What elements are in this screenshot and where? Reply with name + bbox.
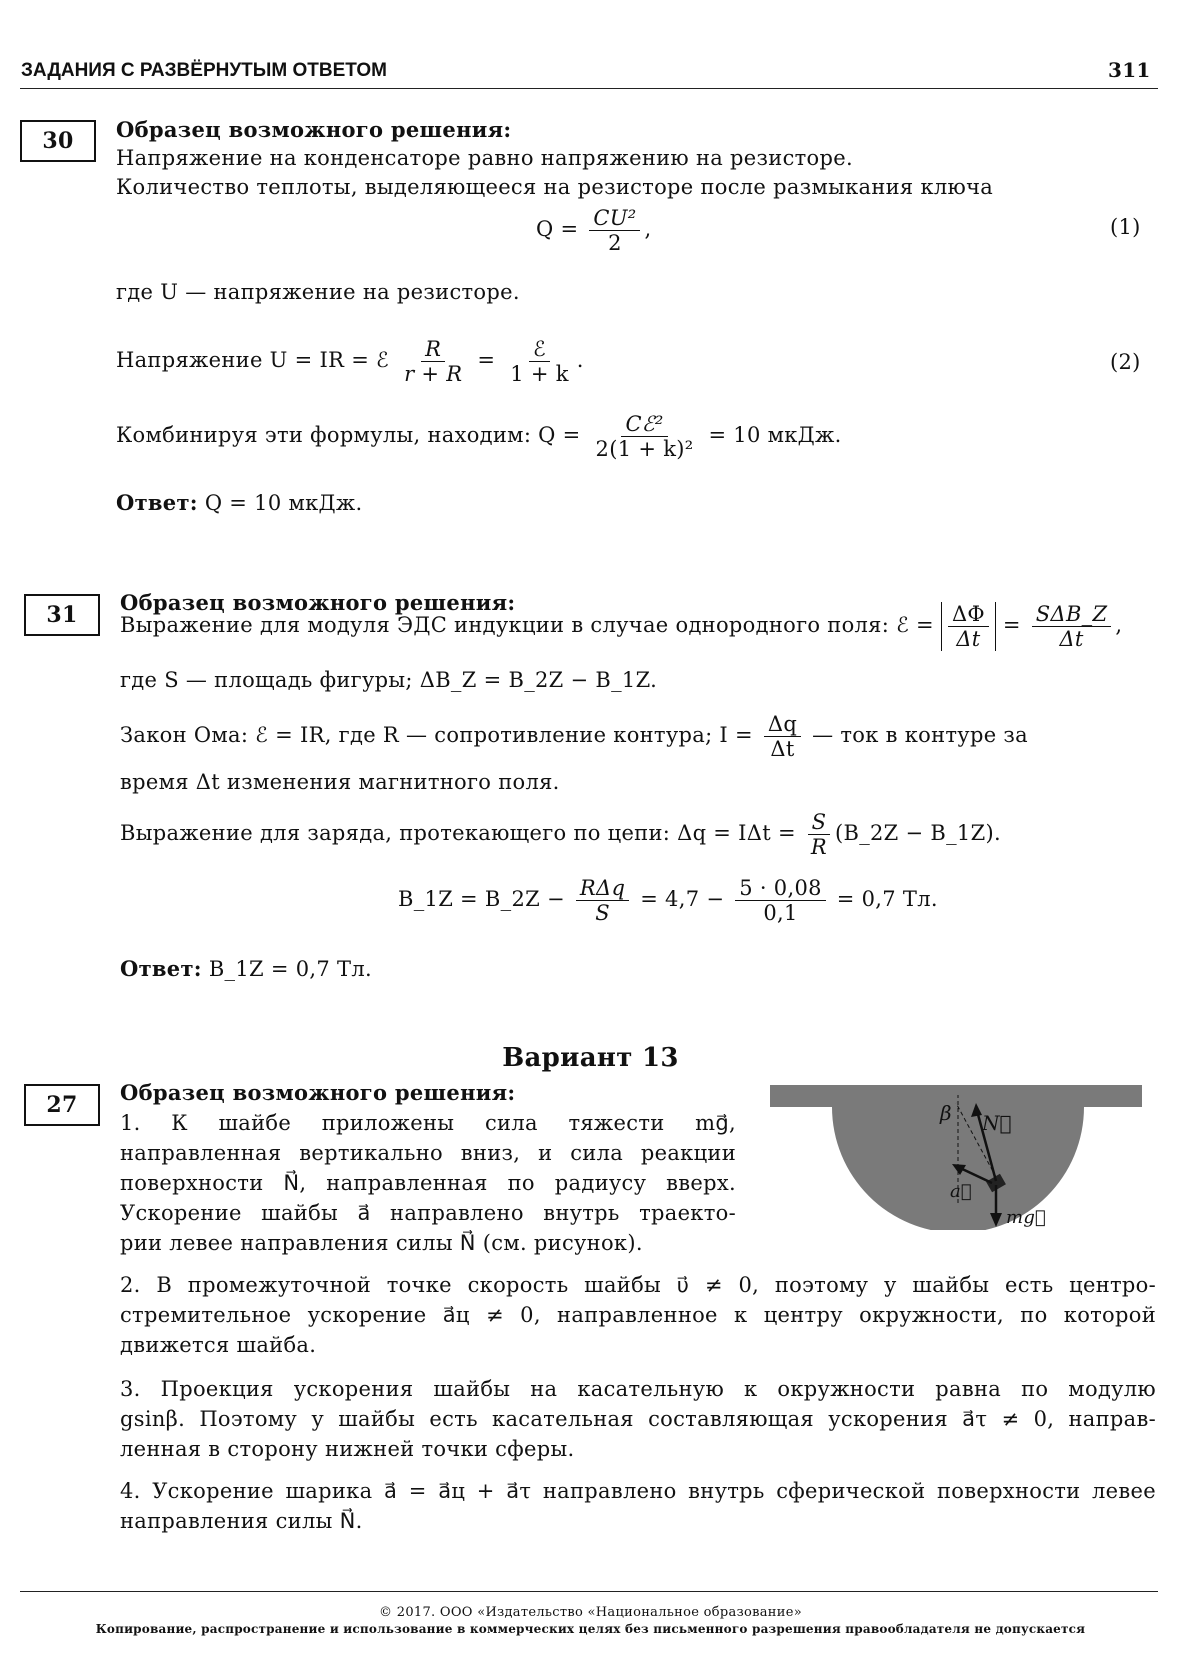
- task31-line1: Выражение для модуля ЭДС индукции в случае однородного поля: ℰ = $\frac{\Delta\Phi}{\Delta t}$ = $\frac{\text{SΔB\_Z}}{\Delta t}$ ,: [120, 602, 1123, 652]
- footer-rule: [20, 1591, 1158, 1592]
- eq1-lhs: Q =: [536, 217, 579, 242]
- task27-paragraph-1: [120, 1108, 736, 1258]
- task31-line4: время Δt изменения магнитного поля.: [120, 770, 560, 794]
- footer-copyright: © 2017. ООО «Издательство «Национальное образование»: [379, 1605, 802, 1620]
- p2-line: 2. В промежуточной точке скорость шайбы υ⃗ ≠ 0, поэтому у шайбы есть центро-: [120, 1273, 1156, 1297]
- p1-line: направленная вертикально вниз, и сила реакции: [120, 1141, 736, 1165]
- p1-line: Ускорение шайбы a⃗ направлено внутрь траекто-: [120, 1201, 736, 1225]
- eq1-label: (1): [1110, 215, 1141, 239]
- task31-line2: где S — площадь фигуры; ΔB_Z = B_2Z − B_1Z.: [120, 668, 658, 692]
- task-number-30: 30: [20, 120, 96, 162]
- task31-answer: Ответ: B_1Z = 0,7 Тл.: [120, 956, 372, 981]
- task-number-31: 31: [24, 594, 100, 636]
- task30-line3: где U — напряжение на резисторе.: [116, 280, 520, 304]
- p4-line: направления силы N⃗.: [120, 1509, 363, 1533]
- p1-line: рии левее направления силы N⃗ (см. рисунок).: [120, 1231, 643, 1255]
- task27-paragraph-3: [120, 1374, 1156, 1464]
- p1-line: поверхности N⃗, направленная по радиусу вверх.: [120, 1171, 736, 1195]
- a-label: a⃗: [950, 1181, 972, 1202]
- p2-line: стремительное ускорение a⃗ц ≠ 0, направленное к центру окружности, по которой: [120, 1303, 1156, 1327]
- footer-notice: Копирование, распространение и использование в коммерческих целях без письменного разрешения правообладателя не допускается: [95, 1622, 1086, 1636]
- task27-paragraph-2: [120, 1270, 1156, 1360]
- task31-line5: Выражение для заряда, протекающего по цепи: Δq = IΔt = $\frac{S}{R}$ (B_2Z − B_1Z).: [120, 810, 1001, 860]
- running-header: ЗАДАНИЯ С РАЗВЁРНУТЫМ ОТВЕТОМ: [21, 60, 388, 81]
- task30-answer: Ответ: Q = 10 мкДж.: [116, 490, 363, 515]
- task-number-27: 27: [24, 1084, 100, 1126]
- task31-title: Образец возможного решения:: [120, 590, 516, 615]
- task31-line3: Закон Ома: ℰ = IR, где R — сопротивление контура; I = $\frac{\Delta q}{\Delta t}$ — ток в контуре за: [120, 712, 1028, 762]
- p3-line: 3. Проекция ускорения шайбы на касательную к окружности равна по модулю: [120, 1377, 1156, 1401]
- p1-line: 1. К шайбе приложены сила тяжести mg⃗,: [120, 1111, 736, 1135]
- task30-line2: Количество теплоты, выделяющееся на резисторе после размыкания ключа: [116, 175, 994, 199]
- p3-line: ленная в сторону нижней точки сферы.: [120, 1437, 575, 1461]
- eq1-fraction: $\frac{\text{CU²}}{2}$: [589, 206, 640, 255]
- task31-line6: B_1Z = B_2Z − $\frac{\text{RΔq}}{S}$ = 4,7 − $\frac{5 \cdot 0,08}{0,1}$ = 0,7 Тл.: [398, 876, 938, 926]
- N-label: N⃗: [982, 1111, 1012, 1135]
- hemisphere-figure: [770, 1085, 1142, 1230]
- p4-line: 4. Ускорение шарика a⃗ = a⃗ц + a⃗τ направлено внутрь сферической поверхности левее: [120, 1479, 1156, 1503]
- task30-equation-2: Напряжение U = IR = ℰ $\frac{R}{r + R}$ = $\frac{\text{ℰ}}{1 + k}$ .: [116, 337, 584, 387]
- p3-line: gsinβ. Поэтому у шайбы есть касательная составляющая ускорения a⃗τ ≠ 0, направ-: [120, 1407, 1156, 1431]
- page-number: 311: [1108, 58, 1151, 82]
- task27-paragraph-4: [120, 1476, 1156, 1536]
- eq2-label: (2): [1110, 350, 1141, 374]
- beta-label: β: [940, 1101, 952, 1125]
- task30-equation-1: Q = $\frac{\text{CU²}}{2}$ ,: [536, 206, 652, 256]
- task30-equation-3: Комбинируя эти формулы, находим: Q = $\frac{\text{Cℰ²}}{\text{2(1 + k)²}}$ = 10 мкДж.: [116, 412, 842, 462]
- p2-line: движется шайба.: [120, 1333, 317, 1357]
- header-rule: [20, 88, 1158, 89]
- mg-label: mg⃗: [1006, 1207, 1046, 1228]
- spherical-bowl: [770, 1085, 1142, 1230]
- task30-title: Образец возможного решения:: [116, 117, 512, 142]
- task30-line1: Напряжение на конденсаторе равно напряжению на резисторе.: [116, 146, 853, 170]
- variant-title: Вариант 13: [502, 1043, 679, 1073]
- task27-title: Образец возможного решения:: [120, 1080, 516, 1105]
